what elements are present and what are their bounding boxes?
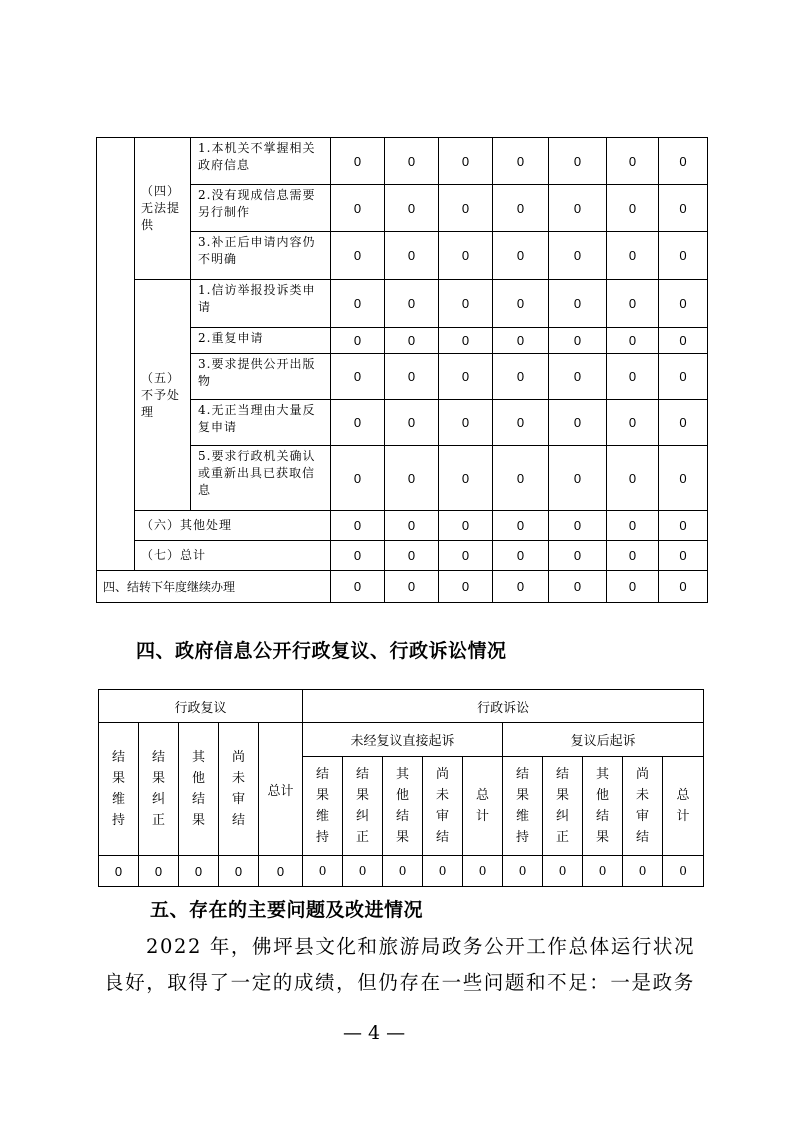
row-label: 2.重复申请 — [191, 328, 331, 354]
value-cell: 0 — [385, 511, 439, 541]
review-litigation-table — [98, 689, 704, 887]
value-cell: 0 — [607, 571, 659, 603]
review-col-0: 结果维持 — [99, 723, 139, 856]
after-col-1: 结果纠正 — [543, 757, 583, 856]
value-cell: 0 — [607, 185, 659, 232]
row-label: 3.要求提供公开出版物 — [191, 354, 331, 400]
value-cell: 0 — [331, 280, 385, 328]
row-label: 1.本机关不掌握相关政府信息 — [191, 138, 331, 185]
value-cell: 0 — [493, 354, 549, 400]
litigation-header: 行政诉讼 — [303, 690, 704, 723]
value-cell: 0 — [607, 446, 659, 511]
review-col-2: 其他结果 — [179, 723, 219, 856]
value-cell: 0 — [607, 400, 659, 446]
value-cell: 0 — [549, 400, 607, 446]
review-value: 0 — [139, 856, 179, 887]
table-row — [97, 511, 708, 541]
value-cell: 0 — [493, 138, 549, 185]
value-cell: 0 — [439, 138, 493, 185]
value-cell: 0 — [493, 400, 549, 446]
value-cell: 0 — [549, 541, 607, 571]
row-label: 四、结转下年度继续办理 — [97, 571, 331, 603]
direct-col-1: 结果纠正 — [343, 757, 383, 856]
value-cell: 0 — [385, 232, 439, 280]
value-cell: 0 — [439, 354, 493, 400]
value-cell: 0 — [439, 232, 493, 280]
value-cell: 0 — [385, 185, 439, 232]
value-cell: 0 — [659, 571, 708, 603]
group-label-no-provide: （四）无法提供 — [135, 138, 191, 280]
value-cell: 0 — [607, 328, 659, 354]
outer-blank-cell — [97, 138, 135, 571]
value-cell: 0 — [493, 185, 549, 232]
value-cell: 0 — [385, 446, 439, 511]
value-cell: 0 — [439, 185, 493, 232]
direct-value: 0 — [463, 856, 503, 887]
review-value: 0 — [219, 856, 259, 887]
after-col-4: 总计 — [663, 757, 704, 856]
value-cell: 0 — [385, 541, 439, 571]
direct-header: 未经复议直接起诉 — [303, 723, 503, 757]
review-col-4: 总计 — [259, 723, 303, 856]
value-cell: 0 — [385, 328, 439, 354]
row-label: 5.要求行政机关确认或重新出具已获取信息 — [191, 446, 331, 511]
table-row — [97, 571, 708, 603]
after-value: 0 — [503, 856, 543, 887]
value-cell: 0 — [607, 138, 659, 185]
direct-col-3: 尚未审结 — [423, 757, 463, 856]
value-cell: 0 — [493, 232, 549, 280]
review-header: 行政复议 — [99, 690, 303, 723]
after-value: 0 — [623, 856, 663, 887]
table-row — [97, 541, 708, 571]
value-cell: 0 — [331, 511, 385, 541]
after-col-3: 尚未审结 — [623, 757, 663, 856]
value-cell: 0 — [659, 511, 708, 541]
direct-value: 0 — [423, 856, 463, 887]
value-cell: 0 — [607, 280, 659, 328]
value-cell: 0 — [493, 511, 549, 541]
after-header: 复议后起诉 — [503, 723, 704, 757]
value-cell: 0 — [331, 354, 385, 400]
row-label: 1.信访举报投诉类申请 — [191, 280, 331, 328]
value-cell: 0 — [659, 280, 708, 328]
value-cell: 0 — [607, 511, 659, 541]
value-cell: 0 — [331, 138, 385, 185]
direct-col-2: 其他结果 — [383, 757, 423, 856]
value-cell: 0 — [439, 280, 493, 328]
after-value: 0 — [543, 856, 583, 887]
review-value: 0 — [259, 856, 303, 887]
section5-title: 五、存在的主要问题及改进情况 — [150, 899, 424, 921]
value-cell: 0 — [549, 446, 607, 511]
value-cell: 0 — [439, 400, 493, 446]
group-label-not-process: （五）不予处理 — [135, 280, 191, 511]
review-col-3: 尚未审结 — [219, 723, 259, 856]
review-value: 0 — [99, 856, 139, 887]
value-cell: 0 — [439, 511, 493, 541]
value-cell: 0 — [385, 138, 439, 185]
value-cell: 0 — [493, 280, 549, 328]
value-cell: 0 — [659, 541, 708, 571]
page-number: — 4 — — [343, 1022, 406, 1044]
value-cell: 0 — [659, 446, 708, 511]
row-label: （六）其他处理 — [135, 511, 331, 541]
paragraph-line-2: 良好，取得了一定的成绩，但仍存在一些问题和不足：一是政务 — [104, 971, 695, 994]
value-cell: 0 — [549, 354, 607, 400]
value-cell: 0 — [549, 280, 607, 328]
direct-col-0: 结果维持 — [303, 757, 343, 856]
value-cell: 0 — [607, 541, 659, 571]
value-cell: 0 — [493, 571, 549, 603]
value-cell: 0 — [385, 400, 439, 446]
after-col-0: 结果维持 — [503, 757, 543, 856]
value-cell: 0 — [549, 138, 607, 185]
direct-value: 0 — [343, 856, 383, 887]
row-label: 2.没有现成信息需要另行制作 — [191, 185, 331, 232]
value-cell: 0 — [549, 328, 607, 354]
value-cell: 0 — [659, 354, 708, 400]
value-cell: 0 — [493, 541, 549, 571]
value-cell: 0 — [331, 446, 385, 511]
review-value: 0 — [179, 856, 219, 887]
value-cell: 0 — [331, 571, 385, 603]
value-cell: 0 — [549, 185, 607, 232]
value-cell: 0 — [331, 328, 385, 354]
value-cell: 0 — [549, 232, 607, 280]
value-cell: 0 — [385, 354, 439, 400]
value-cell: 0 — [659, 232, 708, 280]
direct-value: 0 — [303, 856, 343, 887]
table-row — [97, 280, 708, 328]
section4-title: 四、政府信息公开行政复议、行政诉讼情况 — [136, 640, 507, 662]
value-cell: 0 — [439, 541, 493, 571]
row-label: （七）总计 — [135, 541, 331, 571]
value-cell: 0 — [549, 511, 607, 541]
paragraph-line-1: 2022 年，佛坪县文化和旅游局政务公开工作总体运行状况 — [146, 935, 696, 958]
table-row — [97, 138, 708, 185]
after-col-2: 其他结果 — [583, 757, 623, 856]
value-cell: 0 — [439, 446, 493, 511]
value-cell: 0 — [659, 138, 708, 185]
value-cell: 0 — [549, 571, 607, 603]
value-cell: 0 — [493, 446, 549, 511]
value-cell: 0 — [331, 400, 385, 446]
value-cell: 0 — [331, 541, 385, 571]
value-cell: 0 — [659, 328, 708, 354]
value-cell: 0 — [439, 571, 493, 603]
row-label: 4.无正当理由大量反复申请 — [191, 400, 331, 446]
value-cell: 0 — [493, 328, 549, 354]
value-cell: 0 — [331, 185, 385, 232]
direct-col-4: 总计 — [463, 757, 503, 856]
value-cell: 0 — [607, 232, 659, 280]
value-cell: 0 — [607, 354, 659, 400]
value-cell: 0 — [331, 232, 385, 280]
review-col-1: 结果纠正 — [139, 723, 179, 856]
value-cell: 0 — [439, 328, 493, 354]
direct-value: 0 — [383, 856, 423, 887]
row-label: 3.补正后申请内容仍不明确 — [191, 232, 331, 280]
after-value: 0 — [663, 856, 704, 887]
value-cell: 0 — [659, 400, 708, 446]
after-value: 0 — [583, 856, 623, 887]
value-cell: 0 — [659, 185, 708, 232]
disposition-table — [96, 137, 708, 603]
value-cell: 0 — [385, 280, 439, 328]
value-cell: 0 — [385, 571, 439, 603]
